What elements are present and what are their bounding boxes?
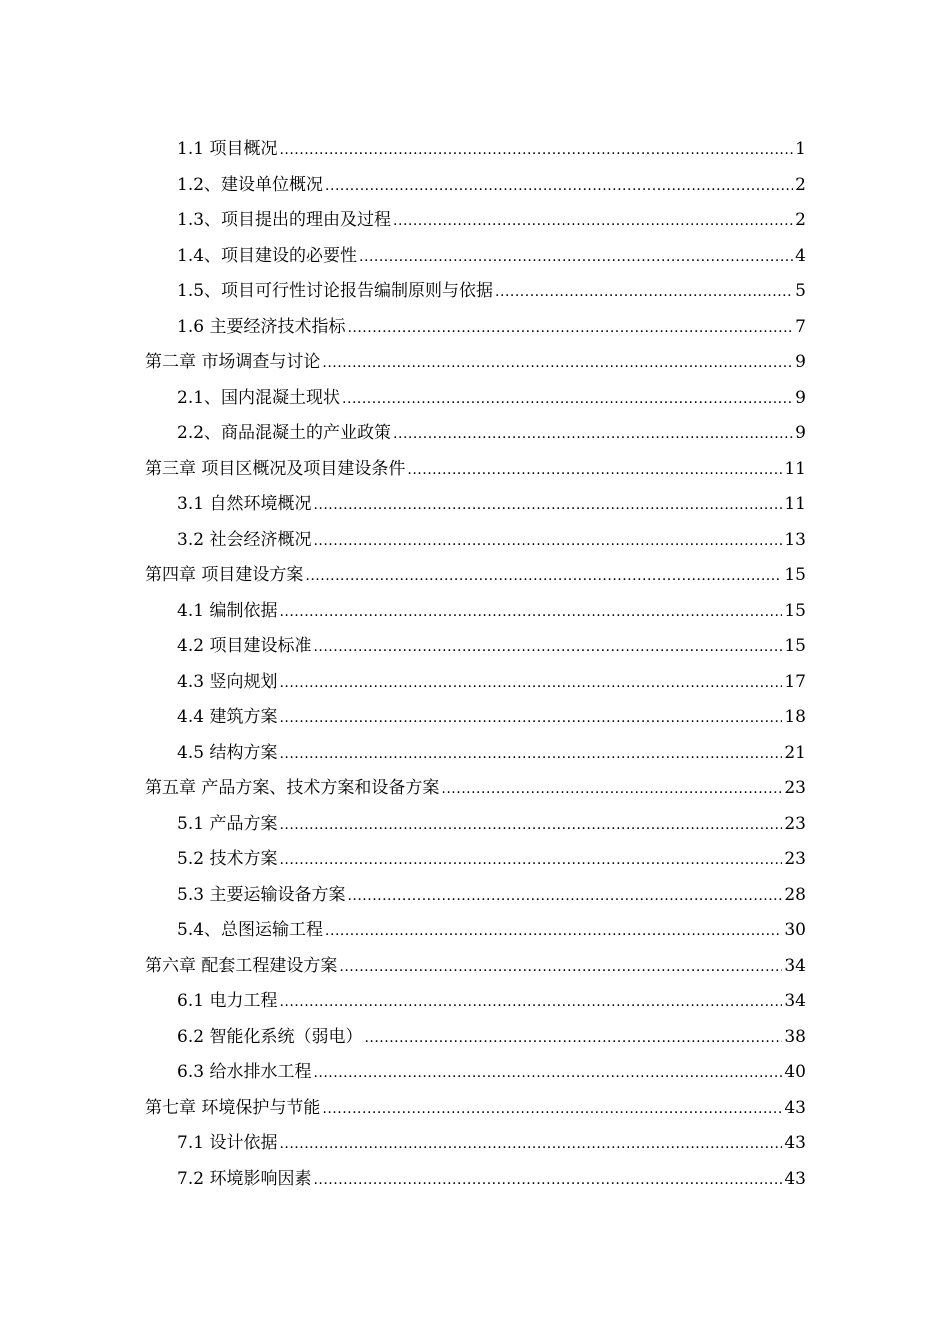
toc-dot-leader (495, 283, 793, 300)
toc-entry-title: 4.2 项目建设标准 (177, 636, 312, 657)
toc-entry-title: 6.2 智能化系统（弱电） (177, 1026, 363, 1047)
toc-section-entry[interactable] (177, 168, 806, 204)
toc-entry-title: 1.4、项目建设的必要性 (177, 245, 358, 266)
toc-page-number: 34 (784, 991, 806, 1012)
toc-entry-title: 1.2、建设单位概况 (177, 174, 324, 195)
toc-entry-title: 5.3 主要运输设备方案 (177, 884, 346, 905)
toc-entry-title: 5.1 产品方案 (177, 813, 278, 834)
toc-entry-title: 第六章 配套工程建设方案 (145, 955, 338, 976)
toc-entry-title: 5.2 技术方案 (177, 849, 278, 870)
toc-dot-leader (407, 461, 782, 478)
toc-dot-leader (279, 674, 782, 691)
toc-page-number: 23 (784, 813, 806, 834)
toc-dot-leader (279, 993, 782, 1010)
toc-entry-title: 6.3 给水排水工程 (177, 1062, 312, 1083)
toc-section-entry[interactable] (177, 736, 806, 772)
toc-section-entry[interactable] (177, 416, 806, 452)
toc-page-number: 38 (784, 1026, 806, 1047)
toc-dot-leader (279, 709, 782, 726)
toc-page-number: 21 (784, 742, 806, 763)
toc-page-number: 7 (795, 316, 806, 337)
toc-dot-leader (393, 212, 793, 229)
toc-entry-title: 1.3、项目提出的理由及过程 (177, 210, 392, 231)
toc-dot-leader (313, 1171, 782, 1188)
toc-entry-title: 3.1 自然环境概况 (177, 494, 312, 515)
toc-page-number: 40 (784, 1062, 806, 1083)
toc-section-entry[interactable] (177, 807, 806, 843)
toc-entry-title: 第二章 市场调查与讨论 (145, 352, 321, 373)
toc-section-entry[interactable] (177, 310, 806, 346)
toc-page-number: 43 (784, 1097, 806, 1118)
toc-page-number: 15 (784, 600, 806, 621)
toc-section-entry[interactable] (177, 274, 806, 310)
toc-section-entry[interactable] (177, 132, 806, 168)
toc-page-number: 11 (784, 494, 806, 515)
toc-dot-leader (279, 141, 793, 158)
toc-section-entry[interactable] (177, 381, 806, 417)
toc-entry-title: 第三章 项目区概况及项目建设条件 (145, 458, 406, 479)
toc-page-number: 9 (795, 387, 806, 408)
toc-entry-title: 6.1 电力工程 (177, 991, 278, 1012)
toc-dot-leader (305, 567, 782, 584)
toc-dot-leader (313, 638, 782, 655)
toc-entry-title: 7.1 设计依据 (177, 1133, 278, 1154)
toc-dot-leader (347, 319, 793, 336)
toc-dot-leader (359, 248, 793, 265)
toc-entry-title: 1.1 项目概况 (177, 139, 278, 160)
toc-page-number: 30 (784, 920, 806, 941)
toc-entry-title: 4.4 建筑方案 (177, 707, 278, 728)
toc-section-entry[interactable] (177, 1126, 806, 1162)
toc-page-number: 1 (795, 139, 806, 160)
toc-section-entry[interactable] (177, 700, 806, 736)
toc-chapter-entry[interactable] (145, 558, 806, 594)
toc-entry-title: 第七章 环境保护与节能 (145, 1097, 321, 1118)
toc-section-entry[interactable] (177, 1055, 806, 1091)
toc-page-number: 9 (795, 352, 806, 373)
toc-dot-leader (364, 1029, 782, 1046)
toc-dot-leader (342, 390, 793, 407)
toc-entry-title: 4.1 编制依据 (177, 600, 278, 621)
toc-dot-leader (325, 922, 782, 939)
toc-dot-leader (279, 603, 782, 620)
toc-chapter-entry[interactable] (145, 771, 806, 807)
toc-dot-leader (279, 851, 782, 868)
toc-page-number: 13 (784, 529, 806, 550)
toc-chapter-entry[interactable] (145, 1091, 806, 1127)
toc-entry-title: 5.4、总图运输工程 (177, 920, 324, 941)
toc-dot-leader (313, 532, 782, 549)
toc-entry-title: 7.2 环境影响因素 (177, 1168, 312, 1189)
toc-page-number: 43 (784, 1168, 806, 1189)
toc-dot-leader (441, 780, 782, 797)
toc-section-entry[interactable] (177, 913, 806, 949)
toc-dot-leader (279, 1135, 782, 1152)
toc-entry-title: 2.2、商品混凝土的产业政策 (177, 423, 392, 444)
toc-page-number: 9 (795, 423, 806, 444)
toc-page-number: 17 (784, 671, 806, 692)
toc-section-entry[interactable] (177, 1162, 806, 1198)
table-of-contents (0, 132, 950, 1197)
toc-dot-leader (322, 1100, 782, 1117)
toc-entry-title: 3.2 社会经济概况 (177, 529, 312, 550)
toc-page-number: 2 (795, 174, 806, 195)
toc-section-entry[interactable] (177, 878, 806, 914)
toc-chapter-entry[interactable] (145, 949, 806, 985)
toc-dot-leader (279, 816, 782, 833)
toc-entry-title: 2.1、国内混凝土现状 (177, 387, 341, 408)
toc-page-number: 28 (784, 884, 806, 905)
toc-section-entry[interactable] (177, 203, 806, 239)
toc-chapter-entry[interactable] (145, 452, 806, 488)
toc-page-number: 23 (784, 778, 806, 799)
toc-section-entry[interactable] (177, 629, 806, 665)
toc-entry-title: 1.6 主要经济技术指标 (177, 316, 346, 337)
toc-page-number: 23 (784, 849, 806, 870)
toc-page-number: 18 (784, 707, 806, 728)
toc-dot-leader (322, 354, 793, 371)
toc-dot-leader (339, 958, 782, 975)
toc-page-number: 34 (784, 955, 806, 976)
toc-dot-leader (325, 177, 793, 194)
toc-chapter-entry[interactable] (145, 345, 806, 381)
toc-page-number: 15 (784, 636, 806, 657)
toc-section-entry[interactable] (177, 239, 806, 275)
toc-page-number: 2 (795, 210, 806, 231)
toc-page-number: 15 (784, 565, 806, 586)
toc-section-entry[interactable] (177, 487, 806, 523)
toc-page-number: 5 (795, 281, 806, 302)
toc-entry-title: 第五章 产品方案、技术方案和设备方案 (145, 778, 440, 799)
toc-section-entry[interactable] (177, 523, 806, 559)
toc-entry-title: 4.3 竖向规划 (177, 671, 278, 692)
toc-section-entry[interactable] (177, 665, 806, 701)
toc-dot-leader (279, 745, 782, 762)
toc-page-number: 43 (784, 1133, 806, 1154)
toc-section-entry[interactable] (177, 594, 806, 630)
toc-entry-title: 第四章 项目建设方案 (145, 565, 304, 586)
toc-page-number: 11 (784, 458, 806, 479)
toc-section-entry[interactable] (177, 984, 806, 1020)
toc-dot-leader (393, 425, 793, 442)
toc-dot-leader (313, 496, 782, 513)
toc-section-entry[interactable] (177, 842, 806, 878)
toc-dot-leader (313, 1064, 782, 1081)
toc-entry-title: 4.5 结构方案 (177, 742, 278, 763)
toc-entry-title: 1.5、项目可行性讨论报告编制原则与依据 (177, 281, 494, 302)
toc-dot-leader (347, 887, 782, 904)
toc-page-number: 4 (795, 245, 806, 266)
toc-section-entry[interactable] (177, 1020, 806, 1056)
